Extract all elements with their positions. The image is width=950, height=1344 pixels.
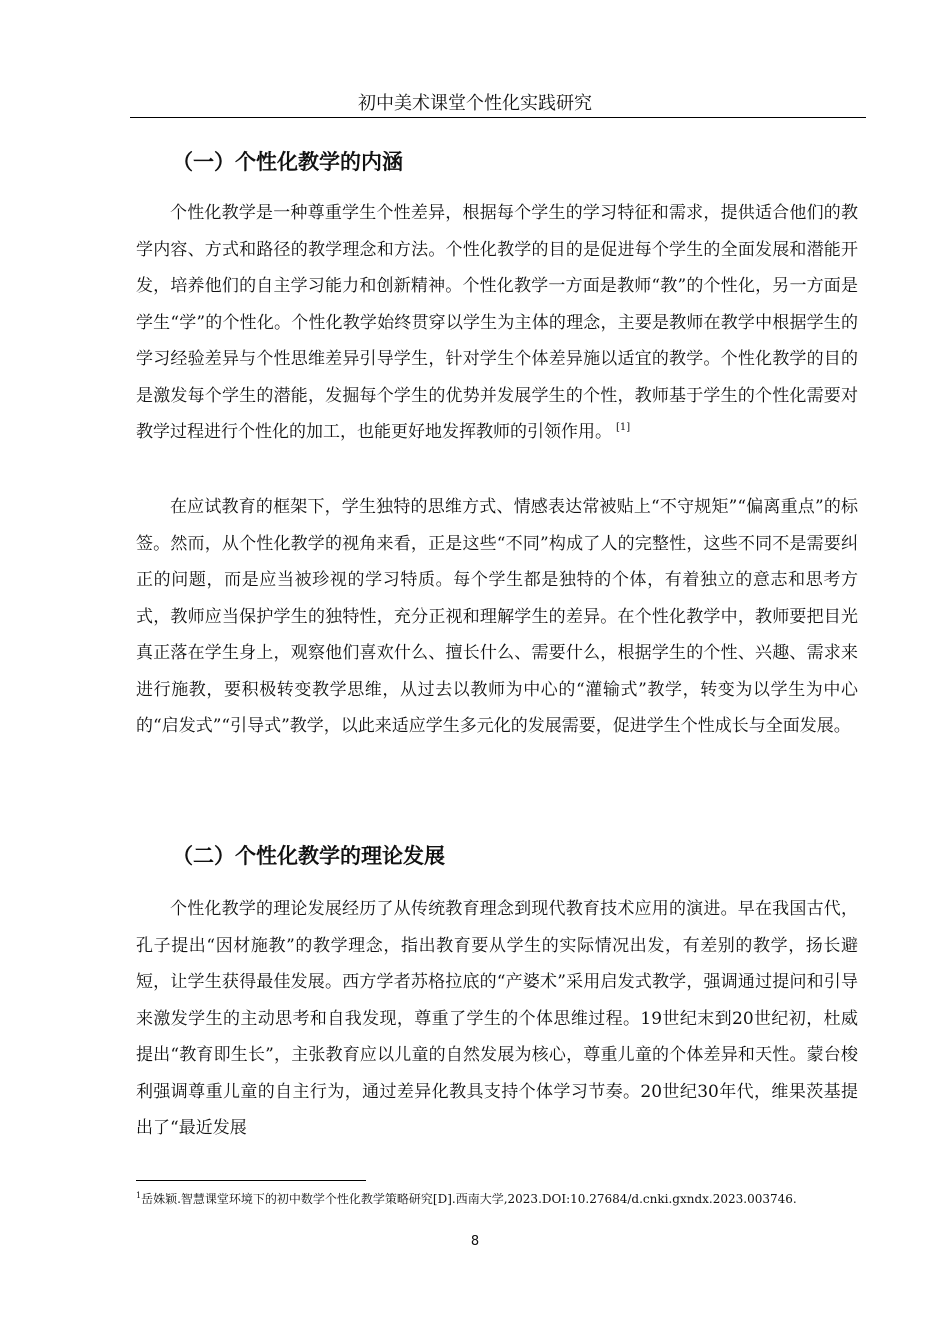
paragraph-2: 在应试教育的框架下，学生独特的思维方式、情感表达常被贴上“不守规矩”“偏离重点”的标签。然而，从个性化教学的视角来看，正是这些“不同”构成了人的完整性，这些不同不是需要纠正的问题，而是应当被珍视的学习特质。每个学生都是独特的个体，有着独立的意志和思考方式，教师应当保护学生的独特性，充分正视和理解学生的差异。在个性化教学中，教师要把目光真正落在学生身上，观察他们喜欢什么、擅长什么、需要什么，根据学生的个性、兴趣、需求来进行施教，要积极转变教学思维，从过去以教师为中心的“灌输式”教学，转变为以学生为中心的“启发式”“引导式”教学，以此来适应学生多元化的发展需要，促进学生个性成长与全面发展。 <box>136 497 858 736</box>
page-number: 8 <box>470 1234 480 1249</box>
header-divider <box>130 117 866 118</box>
footnote-marker: 1 <box>136 1191 142 1200</box>
paragraph-1-text: 个性化教学是一种尊重学生个性差异，根据每个学生的学习特征和需求，提供适合他们的教学内容、方式和路径的教学理念和方法。个性化教学的目的是促进每个学生的全面发展和潜能开发，培养他们的自主学习能力和创新精神。个性化教学一方面是教师“教”的个性化，另一方面是学生“学”的个性化。个性化教学始终贯穿以学生为主体的理念，主要是教师在教学中根据学生的学习经验差异与个性思维差异引导学生，针对学生个体差异施以适宜的教学。个性化教学的目的是激发每个学生的潜能，发掘每个学生的优势并发展学生的个性，教师基于学生的个性化需要对教学过程进行个性化的加工，也能更好地发挥教师的引领作用。 <box>136 203 858 442</box>
citation-marker: [1] <box>616 422 631 434</box>
footnote-divider <box>136 1180 366 1181</box>
paragraph-3: 个性化教学的理论发展经历了从传统教育理念到现代教育技术应用的演进。早在我国古代，孔子提出“因材施教”的教学理念，指出教育要从学生的实际情况出发，有差别的教学，扬长避短，让学生获得最佳发展。西方学者苏格拉底的“产婆术”采用启发式教学，强调通过提问和引导来激发学生的主动思考和自我发现，尊重了学生的个体思维过程。19世纪末到20世纪初，杜威提出“教育即生长”，主张教育应以儿童的自然发展为核心，尊重儿童的个体差异和天性。蒙台梭利强调尊重儿童的自主行为，通过差异化教具支持个体学习节奏。20世纪30年代，维果茨基提出了“最近发展 <box>136 899 858 1138</box>
paragraph-1 <box>136 195 858 451</box>
footnote-text: 岳姝颖.智慧课堂环境下的初中数学个性化教学策略研究[D].西南大学,2023.DOI:10.27684/d.cnki.gxndx.2023.003746. <box>141 1192 797 1206</box>
running-header: 初中美术课堂个性化实践研究 <box>358 93 592 114</box>
section-heading-2: （二）个性化教学的理论发展 <box>172 844 445 868</box>
section-heading-1: （一）个性化教学的内涵 <box>172 150 403 174</box>
footnote <box>136 1190 876 1208</box>
